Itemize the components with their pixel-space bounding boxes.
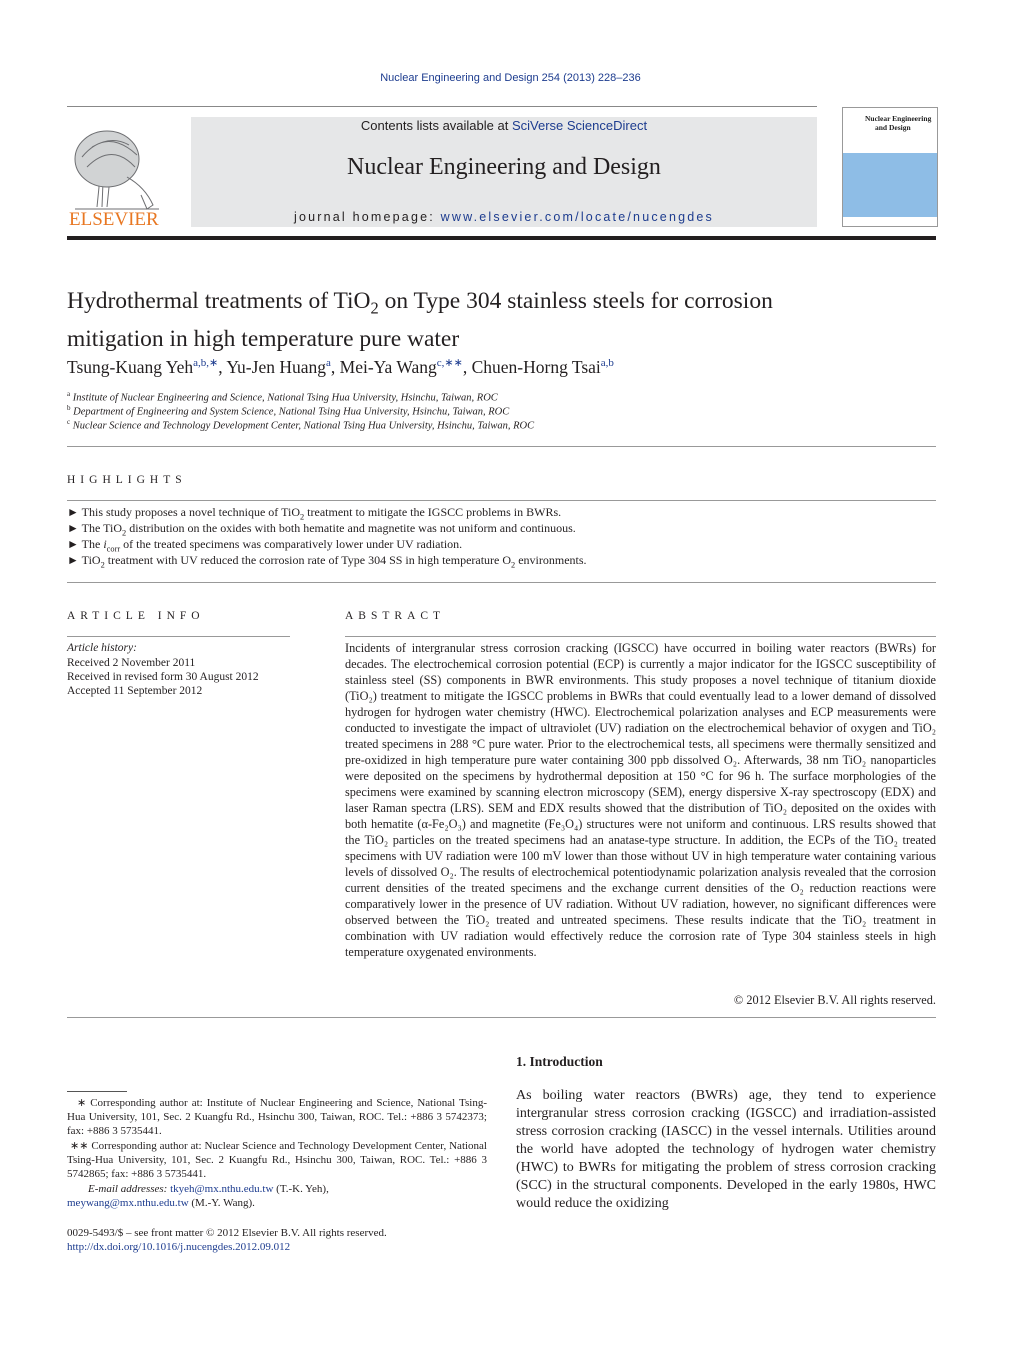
highlight-item: ► This study proposes a novel technique of TiO$_2$ treatment to mitigate the IGSCC problems in BWRs.: [67, 505, 562, 522]
email-link[interactable]: tkyeh@mx.nthu.edu.tw: [170, 1183, 274, 1195]
contents-line: [191, 118, 817, 133]
received-date: Received 2 November 2011: [67, 657, 196, 669]
homepage-label: journal homepage:: [293, 210, 441, 224]
divider: [67, 1017, 936, 1018]
abstract-heading: ABSTRACT: [345, 610, 446, 622]
cover-title: Nuclear Engineering and Design: [865, 114, 932, 132]
journal-reference[interactable]: Nuclear Engineering and Design 254 (2013) 228–236: [380, 72, 641, 84]
author-affil-link[interactable]: a: [326, 357, 331, 369]
journal-title: Nuclear Engineering and Design: [347, 154, 661, 180]
divider: [345, 636, 936, 637]
journal-cover-thumbnail: [842, 107, 938, 227]
contents-prefix: Contents lists available at: [360, 118, 512, 133]
footnote-rule: [67, 1091, 127, 1092]
divider: [67, 582, 936, 583]
author-name: Tsung-Kuang Yeh: [67, 356, 194, 377]
footnote-corresponding-2: ∗∗ Corresponding author at: Nuclear Science and Technology Development Center, National Tsing-Hua University, 101, Sec. 2 Kuangfu Rd., Hsinchu 300, Taiwan, ROC. Tel.: +886 3 5742865; fax: +886 3 5735441.: [67, 1140, 487, 1181]
footnote-emails: E-mail addresses: tkyeh@mx.nthu.edu.tw (T.-K. Yeh),: [88, 1183, 329, 1195]
author-list: Tsung-Kuang Yeh$^{a,b,∗}$, Yu-Jen Huang$^a$, Mei-Ya Wang$^{c,∗∗}$, Chuen-Horng Tsai$^{a,b}$: [67, 356, 614, 377]
history-label: Article history:: [67, 642, 137, 654]
copyright: © 2012 Elsevier B.V. All rights reserved.: [733, 993, 936, 1007]
divider: [67, 636, 290, 637]
affiliation: $^b$ Department of Engineering and System Science, National Tsing Hua University, Hsinchu, Taiwan, ROC: [67, 404, 510, 418]
affiliation: $^a$ Institute of Nuclear Engineering and Science, National Tsing Hua University, Hsinchu, Taiwan, ROC: [67, 390, 498, 404]
article-title: Hydrothermal treatments of TiO$_2$ on Type 304 stainless steels for corrosion mitigation in high temperature pure water: [67, 288, 773, 352]
divider: [67, 446, 936, 447]
author-affil-link[interactable]: a,b: [600, 357, 614, 369]
elsevier-wordmark: ELSEVIER: [69, 209, 159, 229]
footnote-emails-cont: meywang@mx.nthu.edu.tw (M.-Y. Wang).: [67, 1197, 255, 1209]
accepted-date: Accepted 11 September 2012: [67, 685, 203, 697]
header-rule: [67, 106, 817, 107]
author-affil-link[interactable]: c,∗∗: [436, 357, 463, 369]
highlight-item: ► The TiO$_2$ distribution on the oxides with both hematite and magnetite was not uniform and continuous.: [67, 521, 576, 538]
author-name: Mei-Ya Wang: [339, 356, 437, 377]
introduction-text: As boiling water reactors (BWRs) age, they tend to experience intergranular stress corrosion cracking (IGSCC) and irradiation-assisted stress corrosion cracking (IASCC) in the vessel internals. Utilities around the world have adopted the technology of hydrogen water chemistry (HWC) to BWRs for mitigating the problem of stress corrosion cracking (SCC) in the structural components. Developed in the early 1980s, HWC would reduce the oxidizing: [516, 1088, 936, 1211]
author-affil-link[interactable]: a,b,∗: [193, 357, 219, 369]
homepage-link[interactable]: www.elsevier.com/locate/nucengdes: [440, 210, 715, 224]
highlight-item: ► TiO$_2$ treatment with UV reduced the corrosion rate of Type 304 SS in high temperature $O_2$ environments.: [67, 553, 587, 570]
section-heading-introduction: 1. Introduction: [516, 1054, 603, 1069]
abstract-text: Incidents of intergranular stress corrosion cracking (IGSCC) have occurred in boiling water reactors (BWRs) for decades. The electrochemical corrosion potential (ECP) is currently a major indicator for the IGSCC susceptibility of stainless steel (SS) components in BWR environments. This study proposes a novel technique of titanium dioxide (TiO₂) treatment to mitigate the IGSCC problems in BWRs that could eventually lead to a lower demand of dissolved hydrogen for hydrogen water chemistry (HWC). Electrochemical polarization analyses and ECP measurements were conducted to investigate the impact of ultraviolet (UV) radiation on the electrochemical behavior of oxygen and TiO₂ treated specimens in 288 °C pure water. Prior to the electrochemical tests, all specimens were thermally sensitized and pre-oxidized in high temperature pure water containing 300 ppb dissolved O₂. Afterwards, 38 nm TiO₂ nanoparticles were deposited on the specimens by hydrothermal deposition at 150 °C for 96 h. The surface morphologies of the specimens were examined by scanning electron microscopy (SEM), energy dispersive X-ray spectroscopy (EDX) and laser Raman spectra (LRS). SEM and EDX results showed that the distribution of TiO₂ deposited on the oxides with both hematite (α-Fe₂O₃) and magnetite (Fe₃O₄) structures were not uniform and continuous. LRS results showed that the TiO₂ particles on the treated specimens had an anatase-type structure. In addition, the ECPs of the TiO₂ treated specimens with UV radiation were 100 mV lower than those without UV in high temperature water containing various levels of dissolved O₂. The results of electrochemical potentiodynamic polarization analysis revealed that the corrosion current densities of the treated specimens and the exchange current densities of the O₂ reduction reactions were comparatively lower in the presence of UV radiation. Without UV radiation, however, no significant differences were observed between the TiO₂ treated and untreated specimens. These results indicate that the TiO₂ treatment in combination with UV radiation would effectively reduce the corrosion rate of Type 304 stainless steels in high temperature oxygenated environments.: [345, 641, 936, 959]
affiliation: $^c$ Nuclear Science and Technology Development Center, National Tsing Hua University, Hsinchu, Taiwan, ROC: [67, 418, 535, 432]
footnote-corresponding-1: ∗ Corresponding author at: Institute of Nuclear Engineering and Science, National Tsing-Hua University, 101, Sec. 2 Kuangfu Rd., Hsinchu 300, Taiwan, ROC. Tel.: +886 3 5742373; fax: +886 3 5735441.: [67, 1097, 487, 1138]
email-link[interactable]: meywang@mx.nthu.edu.tw: [67, 1197, 189, 1209]
article-info-heading: ARTICLE INFO: [67, 610, 205, 622]
author-name: Yu-Jen Huang: [226, 356, 326, 377]
header-thick-rule: [67, 236, 936, 240]
revised-date: Received in revised form 30 August 2012: [67, 671, 259, 683]
highlight-item: ► The $i_{corr}$ of the treated specimens was comparatively lower under UV radiation.: [67, 537, 463, 554]
author-name: Chuen-Horng Tsai: [471, 356, 601, 377]
issn-line: 0029-5493/$ – see front matter © 2012 Elsevier B.V. All rights reserved.: [67, 1227, 387, 1239]
highlights-heading: HIGHLIGHTS: [67, 474, 187, 486]
sciencedirect-link[interactable]: SciVerse ScienceDirect: [511, 118, 648, 133]
journal-homepage: [191, 210, 817, 224]
doi-link[interactable]: http://dx.doi.org/10.1016/j.nucengdes.2012.09.012: [67, 1241, 291, 1253]
divider: [67, 500, 936, 501]
elsevier-logo: [67, 117, 167, 229]
